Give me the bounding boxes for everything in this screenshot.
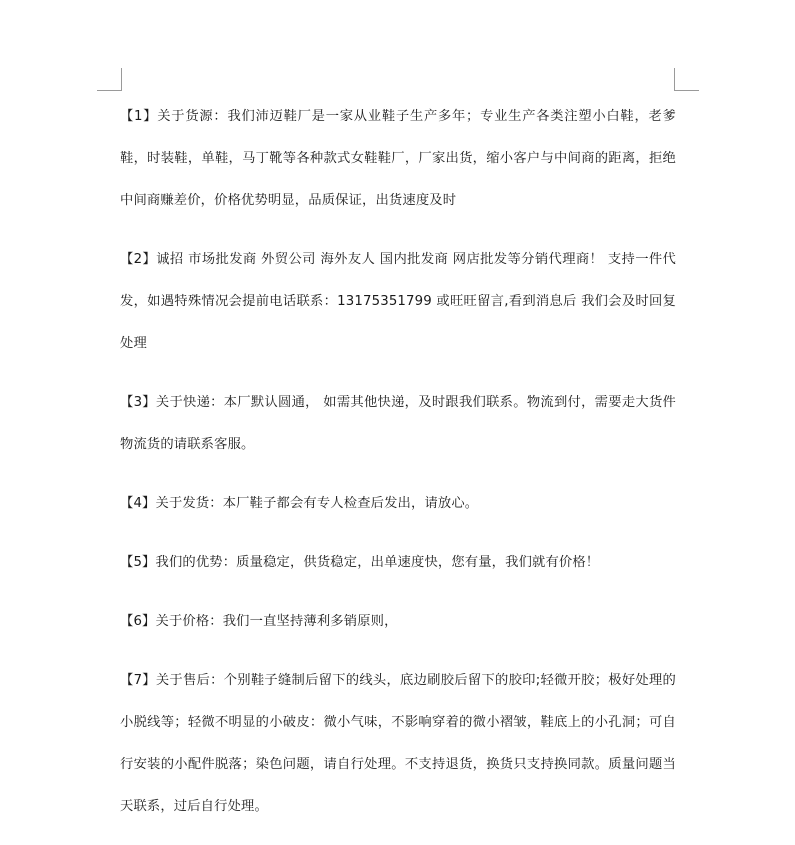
paragraph-supply-source: 【1】关于货源：我们沛迈鞋厂是一家从业鞋子生产多年；专业生产各类注塑小白鞋，老爹鞋，时装鞋，单鞋，马丁靴等各种款式女鞋鞋厂，厂家出货，缩小客户与中间商的距离，拒绝中间商赚差价，价格优势明显，品质保证，出货速度及时 (120, 109, 676, 208)
paragraph-after-sales: 【7】关于售后：个别鞋子缝制后留下的线头，底边刷胶后留下的胶印;轻微开胶；极好处理的小脱线等；轻微不明显的小破皮：微小气味，不影响穿着的微小褶皱，鞋底上的小孔洞；可自行安装的小配件脱落；染色问题，请自行处理。不支持退货，换货只支持换同款。质量问题当天联系，过后自行处理。 (120, 673, 676, 814)
margin-corner-mark-top-left (97, 68, 122, 91)
paragraph-advantages: 【5】我们的优势：质量稳定，供货稳定，出单速度快，您有量，我们就有价格！ (120, 555, 600, 570)
paragraph-shipping: 【4】关于发货：本厂鞋子都会有专人检查后发出，请放心。 (120, 496, 479, 511)
paragraph-express: 【3】关于快递：本厂默认圆通， 如需其他快递，及时跟我们联系。物流到付，需要走大货件物流货的请联系客服。 (120, 395, 676, 452)
paragraph-recruiting: 【2】诚招 市场批发商 外贸公司 海外友人 国内批发商 网店批发等分销代理商！ 支持一件代发，如遇特殊情况会提前电话联系：13175351799 或旺旺留言,看到消息后 我们会及时回复处理 (120, 252, 676, 351)
margin-corner-mark-top-right (674, 68, 699, 91)
document-body[interactable] (120, 96, 676, 845)
paragraph-price: 【6】关于价格：我们一直坚持薄利多销原则， (120, 614, 398, 629)
